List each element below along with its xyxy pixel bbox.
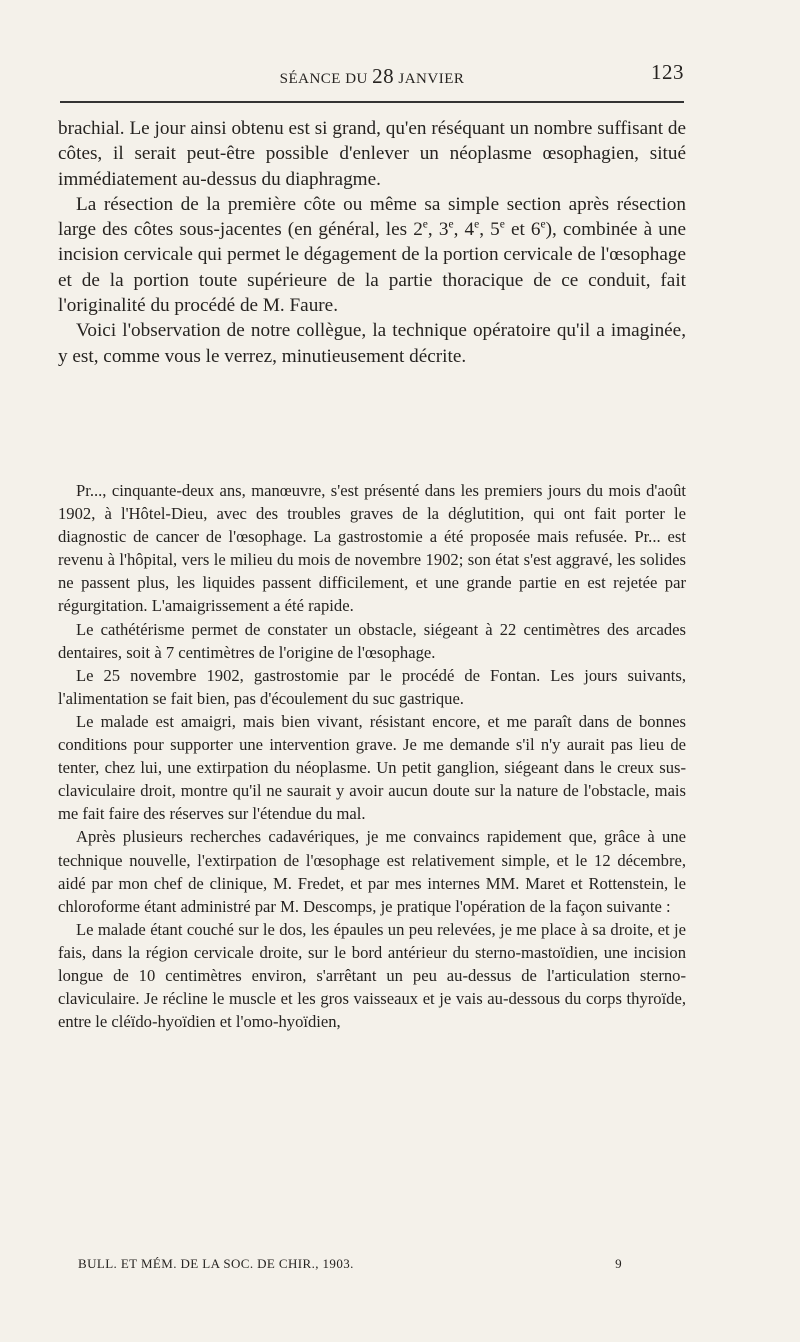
paragraph: Le malade est amaigri, mais bien vivant, résistant encore, et me paraît dans de bonnes conditions pour supporter une intervention grave. Je me demande s'il n'y aurait pas lieu de tenter, chez lui, une extirpation du néoplasme. Un petit ganglion, siégeant dans le creux sus-claviculaire droit, montre qu'il ne saurait y avoir aucun doute sur la nature de l'obstacle, mais me fait faire des réserves sur l'étendue du mal. bbox=[58, 711, 686, 824]
paragraph: Le cathétérisme permet de constater un obstacle, siégeant à 22 centimètres des arcades dentaires, soit à 7 centimètres de l'origine de l'œsophage. bbox=[58, 619, 686, 662]
body-text-main bbox=[58, 116, 686, 369]
header-rule bbox=[60, 101, 684, 103]
paragraph: Pr..., cinquante-deux ans, manœuvre, s'est présenté dans les premiers jours du mois d'août 1902, à l'Hôtel-Dieu, avec des troubles graves de la déglutition, qui ont fait porter le diagnostic de cancer de l'œsophage. La gastrostomie a été proposée mais refusée. Pr... est revenu à l'hôpital, vers le milieu du mois de novembre 1902; son état s'est aggravé, les solides ne passent plus, les liquides passent difficilement, et une grande partie en est rejetée par régurgitation. L'amaigrissement a été rapide. bbox=[58, 481, 686, 616]
body-text-observation bbox=[58, 479, 686, 1033]
page-number: 123 bbox=[651, 60, 684, 84]
running-title: SÉANCE DU 28 JANVIER bbox=[279, 64, 465, 88]
footer-journal: BULL. ET MÉM. DE LA SOC. DE CHIR., 1903. bbox=[78, 1256, 354, 1271]
signature-mark: 9 bbox=[615, 1256, 622, 1271]
paragraph: brachial. Le jour ainsi obtenu est si grand, qu'en réséquant un nombre suffisant de côtes, il serait peut-être possible d'enlever un néoplasme œsophagien, situé immédiatement au-dessus du diaphragme. bbox=[58, 118, 686, 190]
paragraph: Le 25 novembre 1902, gastrostomie par le procédé de Fontan. Les jours suivants, l'alimentation se fait bien, pas d'écoulement du suc gastrique. bbox=[58, 665, 686, 708]
paragraph: Après plusieurs recherches cadavériques, je me convaincs rapidement que, grâce à une technique nouvelle, l'extirpation de l'œsophage est relativement simple, et le 12 décembre, aidé par mon chef de clinique, M. Fredet, et par mes internes MM. Maret et Rottenstein, le chloroforme étant administré par M. Descomps, je pratique l'opération de la façon suivante : bbox=[58, 827, 686, 916]
paragraph: La résection de la première côte ou même sa simple section après résection large des côtes sous-jacentes (en général, les 2e, 3e, 4e, 5e et 6e), combinée à une incision cervicale qui permet le dégagement de la portion cervicale de l'œsophage et de la portion toute supérieure de la partie thoracique de ce conduit, fait l'originalité du procédé de M. Faure. bbox=[58, 193, 687, 317]
paragraph: Le malade étant couché sur le dos, les épaules un peu relevées, je me place à sa droite, et je fais, dans la région cervicale droite, sur le bord antérieur du sterno-mastoïdien, une incision longue de 10 centimètres environ, s'arrêtant un peu au-dessus de l'articulation sterno-claviculaire. Je récline le muscle et les gros vaisseaux et je vais au-dessous du corps thyroïde, entre le cléïdo-hyoïdien et l'omo-hyoïdien, bbox=[58, 919, 686, 1032]
paragraph: Voici l'observation de notre collègue, la technique opératoire qu'il a imaginée, y est, comme vous le verrez, minutieusement décrite. bbox=[58, 320, 686, 367]
footer bbox=[78, 1256, 622, 1272]
running-header bbox=[60, 60, 684, 86]
title-day: 28 bbox=[372, 64, 395, 88]
